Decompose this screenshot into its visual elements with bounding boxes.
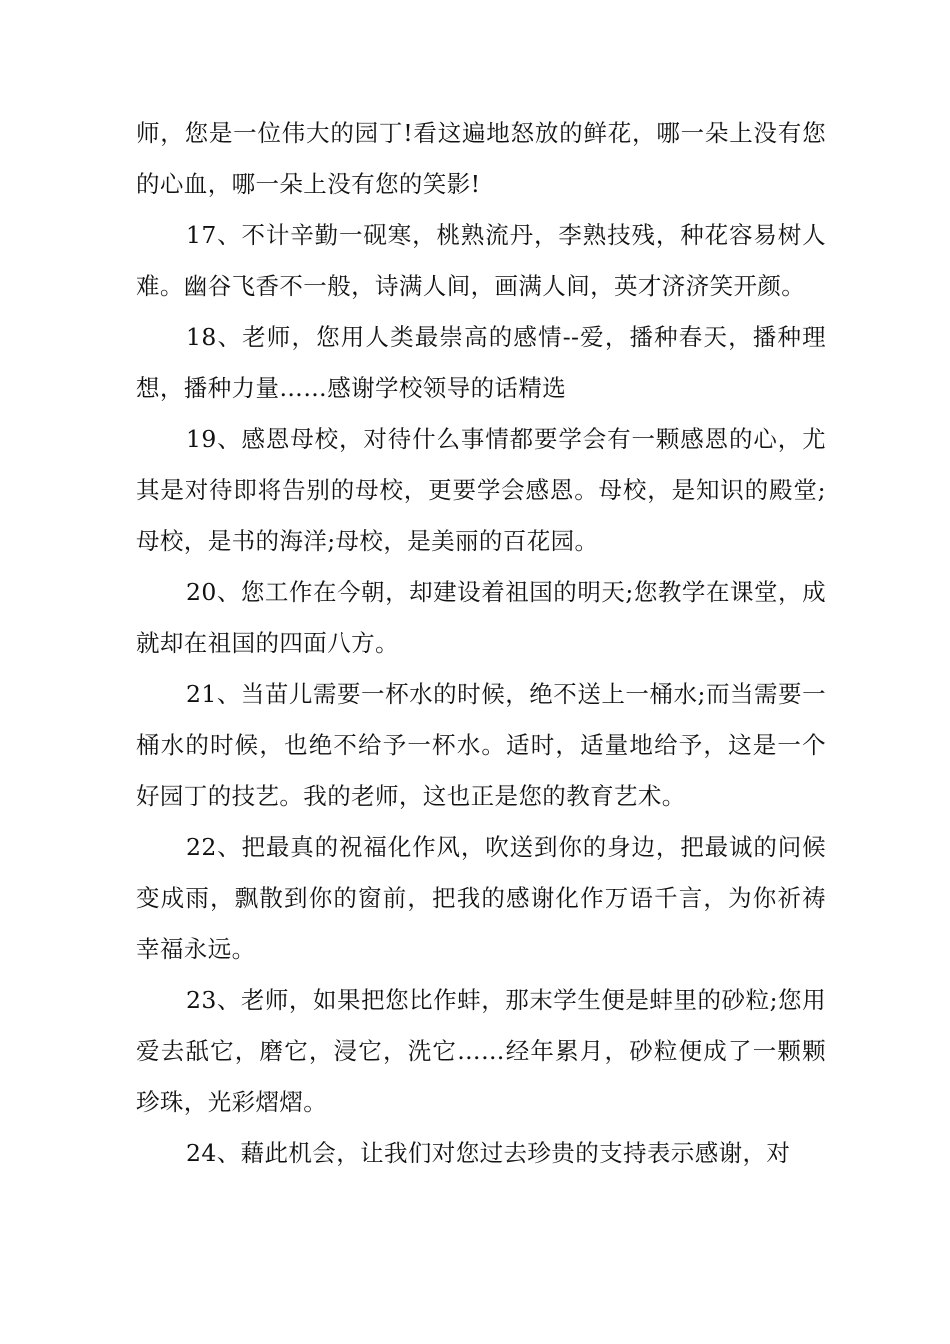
paragraph-19: 19、感恩母校，对待什么事情都要学会有一颗感恩的心，尤其是对待即将告别的母校，更要学会感恩。母校，是知识的殿堂;母校，是书的海洋;母校，是美丽的百花园。: [136, 425, 826, 555]
paragraph-22: 22、把最真的祝福化作风，吹送到你的身边，把最诚的问候变成雨，飘散到你的窗前，把我的感谢化作万语千言，为你祈祷幸福永远。: [136, 833, 826, 963]
paragraph-17: 17、不计辛勤一砚寒，桃熟流丹，李熟技残，种花容易树人难。幽谷飞香不一般，诗满人间，画满人间，英才济济笑开颜。: [136, 221, 826, 300]
paragraph-21: 21、当苗儿需要一杯水的时候，绝不送上一桶水;而当需要一桶水的时候，也绝不给予一杯水。适时，适量地给予，这是一个好园丁的技艺。我的老师，这也正是您的教育艺术。: [136, 680, 826, 810]
paragraph-18: 18、老师，您用人类最崇高的感情--爱，播种春天，播种理想，播种力量……感谢学校领导的话精选: [136, 323, 826, 402]
paragraph-23: 23、老师，如果把您比作蚌，那末学生便是蚌里的砂粒;您用爱去舐它，磨它，浸它，洗它……经年累月，砂粒便成了一颗颗珍珠，光彩熠熠。: [136, 986, 826, 1116]
paragraph-24: 24、藉此机会，让我们对您过去珍贵的支持表示感谢，对: [186, 1139, 791, 1167]
paragraph: 师，您是一位伟大的园丁!看这遍地怒放的鲜花，哪一朵上没有您的心血，哪一朵上没有您的笑影!: [136, 119, 826, 198]
paragraph-20: 20、您工作在今朝，却建设着祖国的明天;您教学在课堂，成就却在祖国的四面八方。: [136, 578, 826, 657]
document-body: [136, 108, 826, 1179]
